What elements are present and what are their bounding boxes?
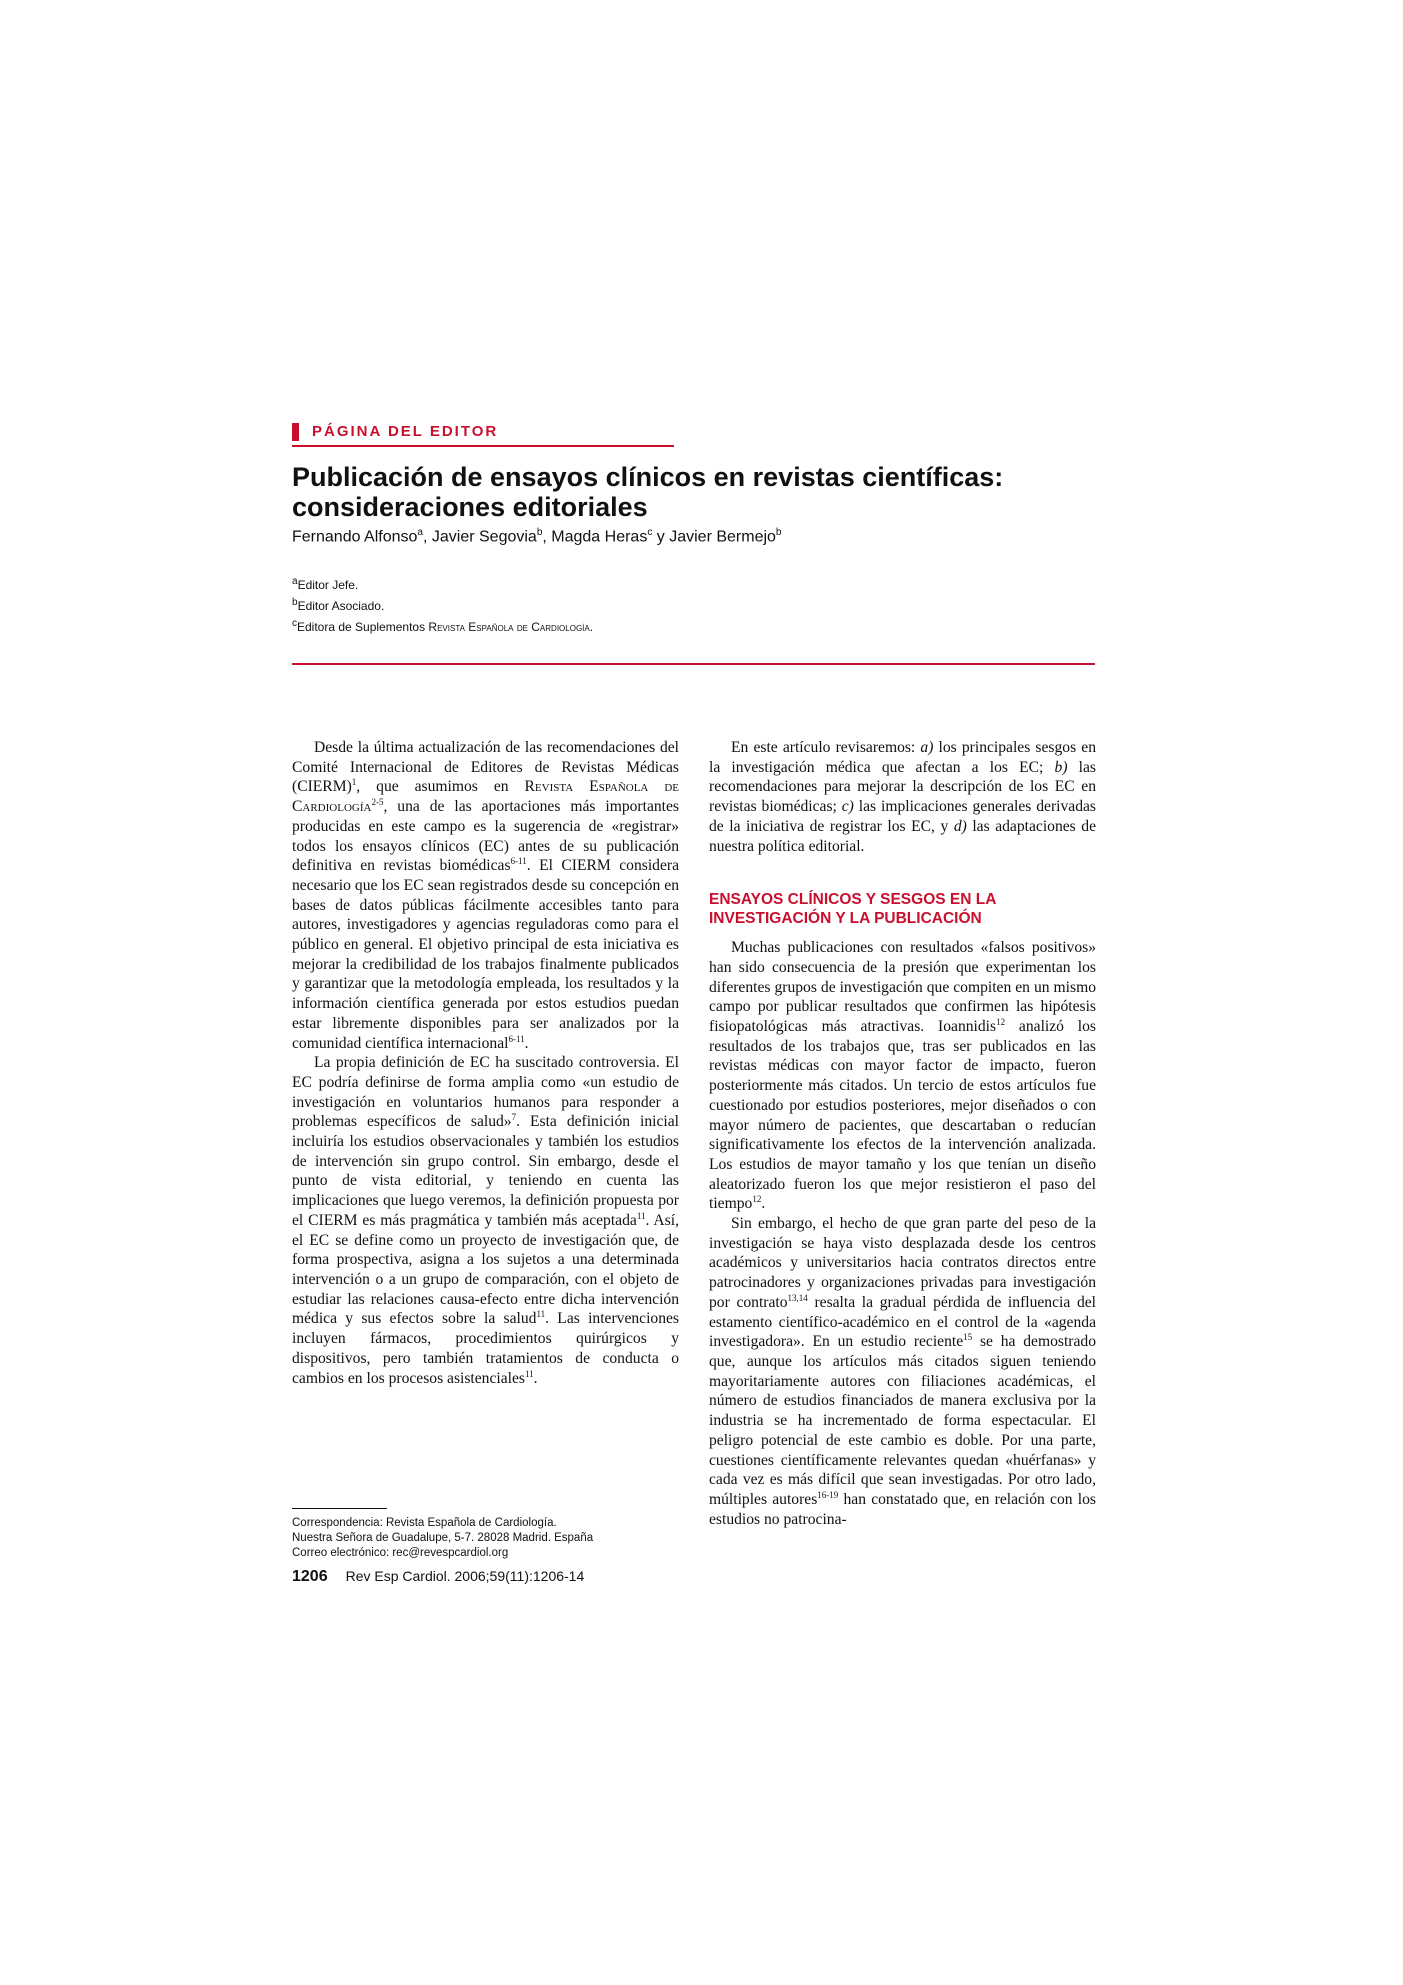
reference-mark: 6-11: [510, 856, 527, 867]
journal-citation: Rev Esp Cardiol. 2006;59(11):1206-14: [345, 1568, 585, 1584]
author-name: Javier Segovia: [431, 528, 537, 546]
section-marker: [292, 423, 299, 441]
author-affiliation-mark: b: [775, 527, 782, 538]
reference-mark: 12: [996, 1016, 1006, 1027]
affiliation: $^b$Editor Asociado.: [292, 597, 385, 613]
reference-mark: 13,14: [787, 1292, 808, 1303]
journal-name: Revista Española de Cardiología.: [428, 620, 594, 634]
reference-mark: 16-19: [817, 1489, 839, 1500]
page-number: 1206: [292, 1568, 328, 1585]
right-column: [709, 738, 1096, 1529]
reference-mark: 6-11: [508, 1033, 525, 1044]
paragraph: En este artículo revisaremos: a) los principales sesgos en la investigación médica que afectan a los EC; b) las recomendaciones para mejorar la descripción de los EC en revistas biomédicas; c) las implicaciones generales derivadas de la iniciativa de registrar los EC, y d) las adaptaciones de nuestra política editorial.: [709, 739, 1097, 855]
author-affiliation-mark: b: [536, 527, 543, 538]
affiliations: [292, 573, 593, 636]
page-footer: [292, 1568, 584, 1586]
author-list: Fernando Alfonso$^a$, Javier Segovia$^b$, Magda Heras$^c$ y Javier Bermejo$^b$: [292, 527, 782, 546]
journal-name: Revista Española de Cardiología: [292, 778, 679, 816]
paragraph: Sin embargo, el hecho de que gran parte del peso de la investigación se haya visto desplazada desde los centros académicos y universitarios hacia contratos directos entre patrocinadores y organizaciones privadas para investigación por contrato$^{13,14}$ resalta la gradual pérdida de influencia del estamento científico-académico en el control de la «agenda investigadora». En un estudio reciente$^{15}$ se ha demostrado que, aunque los artículos más citados siguen teniendo mayoritariamente autores con filiaciones académicas, el número de estudios financiados de manera exclusiva por la industria se ha incrementado de forma espectacular. El peligro potencial de este cambio es doble. Por una parte, cuestiones científicamente relevantes quedan «huérfanas» y cada vez es más difícil que sean investigadas. Por otro lado, múltiples autores$^{16-19}$ han constatado que, en relación con los estudios no patrocina-: [709, 1215, 1096, 1528]
article-title: Publicación de ensayos clínicos en revistas científicas: consideraciones editoriales: [292, 462, 1004, 522]
correspondence-footnote: Correspondencia: Revista Española de Cardiología. Nuestra Señora de Guadalupe, 5-7. 28028 Madrid. España Correo electrónico: rec@revespcardiol.org: [292, 1517, 594, 1559]
author-affiliation-mark: a: [417, 527, 423, 538]
reference-mark: 7: [511, 1112, 517, 1123]
author-name: Fernando Alfonso: [292, 528, 418, 546]
paragraph: La propia definición de EC ha suscitado controversia. El EC podría definirse de forma amplia como «un estudio de investigación en voluntarios humanos para responder a problemas específicos de salud»$^7$. Esta definición inicial incluiría los estudios observacionales y también los estudios de intervención sin grupo control. Sin embargo, desde el punto de vista editorial, y teniendo en cuenta las implicaciones que luego veremos, la definición propuesta por el CIERM es más pragmática y también más aceptada$^{11}$. Así, el EC se define como un proyecto de investigación que, de forma prospectiva, asigna a los sujetos a una determinada intervención o a un grupo de comparación, con el objeto de estudiar las relaciones causa-efecto entre dicha intervención médica y sus efectos sobre la salud$^{11}$. Las intervenciones incluyen fármacos, procedimientos quirúrgicos y dispositivos, pero también tratamientos de conducta o cambios en los procesos asistenciales$^{11}$.: [292, 1054, 679, 1387]
paragraph: Muchas publicaciones con resultados «falsos positivos» han sido consecuencia de la presión que experimentan los diferentes grupos de investigación que compiten en un mismo campo por publicar resultados que confirmen las hipótesis fisiopatológicas más atractivas. Ioannidis$^{12}$ analizó los resultados de los trabajos que, tras ser publicados en las revistas médicas con mayor factor de impacto, fueron posteriormente más citados. Un tercio de estos artículos fue cuestionado por estudios posteriores, mejor diseñados o con mayor número de pacientes, que descartaban o reducían significativamente los efectos de la intervención analizada. Los estudios de mayor tamaño y los que tenían un diseño aleatorizado fueron los que mejor resistieron el paso del tiempo$^{12}$.: [709, 939, 1096, 1213]
section-heading: ENSAYOS CLÍNICOS Y SESGOS EN LA INVESTIGACIÓN Y LA PUBLICACIÓN: [709, 891, 996, 928]
author-affiliation-mark: c: [647, 527, 653, 538]
left-column: [292, 738, 679, 1388]
reference-mark: 12: [752, 1194, 762, 1205]
reference-mark: 1: [351, 777, 357, 788]
author-name: Magda Heras: [551, 528, 648, 546]
reference-mark: 11: [536, 1309, 546, 1320]
reference-mark: 11: [524, 1368, 534, 1379]
author-name: Javier Bermejo: [669, 528, 776, 546]
section-title: PÁGINA DEL EDITOR: [312, 423, 499, 440]
reference-mark: 11: [636, 1210, 646, 1221]
footnote-divider: [292, 1508, 387, 1509]
reference-mark: 2-5: [371, 796, 384, 807]
header-divider: [292, 663, 1095, 665]
affiliation: $^a$Editor Jefe.: [292, 576, 359, 592]
reference-mark: 15: [963, 1332, 973, 1343]
affiliation: $^c$Editora de Suplementos Revista Española de Cardiología.: [292, 618, 594, 634]
section-label: [292, 423, 674, 447]
paragraph: Desde la última actualización de las recomendaciones del Comité Internacional de Editores de Revistas Médicas (CIERM)$^1$, que asumimos en Revista Española de Cardiología$^{2-5}$, una de las aportaciones más importantes producidas en este campo es la sugerencia de «registrar» todos los ensayos clínicos (EC) antes de su publicación definitiva en revistas biomédicas$^{6-11}$. El CIERM considera necesario que los EC sean registrados desde su concepción en bases de datos públicas fácilmente accesibles tanto para autores, investigadores y agencias reguladoras como para el público en general. El objetivo principal de esta iniciativa es mejorar la credibilidad de los trabajos finalmente publicados y garantizar que la metodología empleada, los resultados y la información científica generada por estos estudios puedan estar libremente disponibles para ser analizados por la comunidad científica internacional$^{6-11}$.: [292, 739, 679, 1052]
